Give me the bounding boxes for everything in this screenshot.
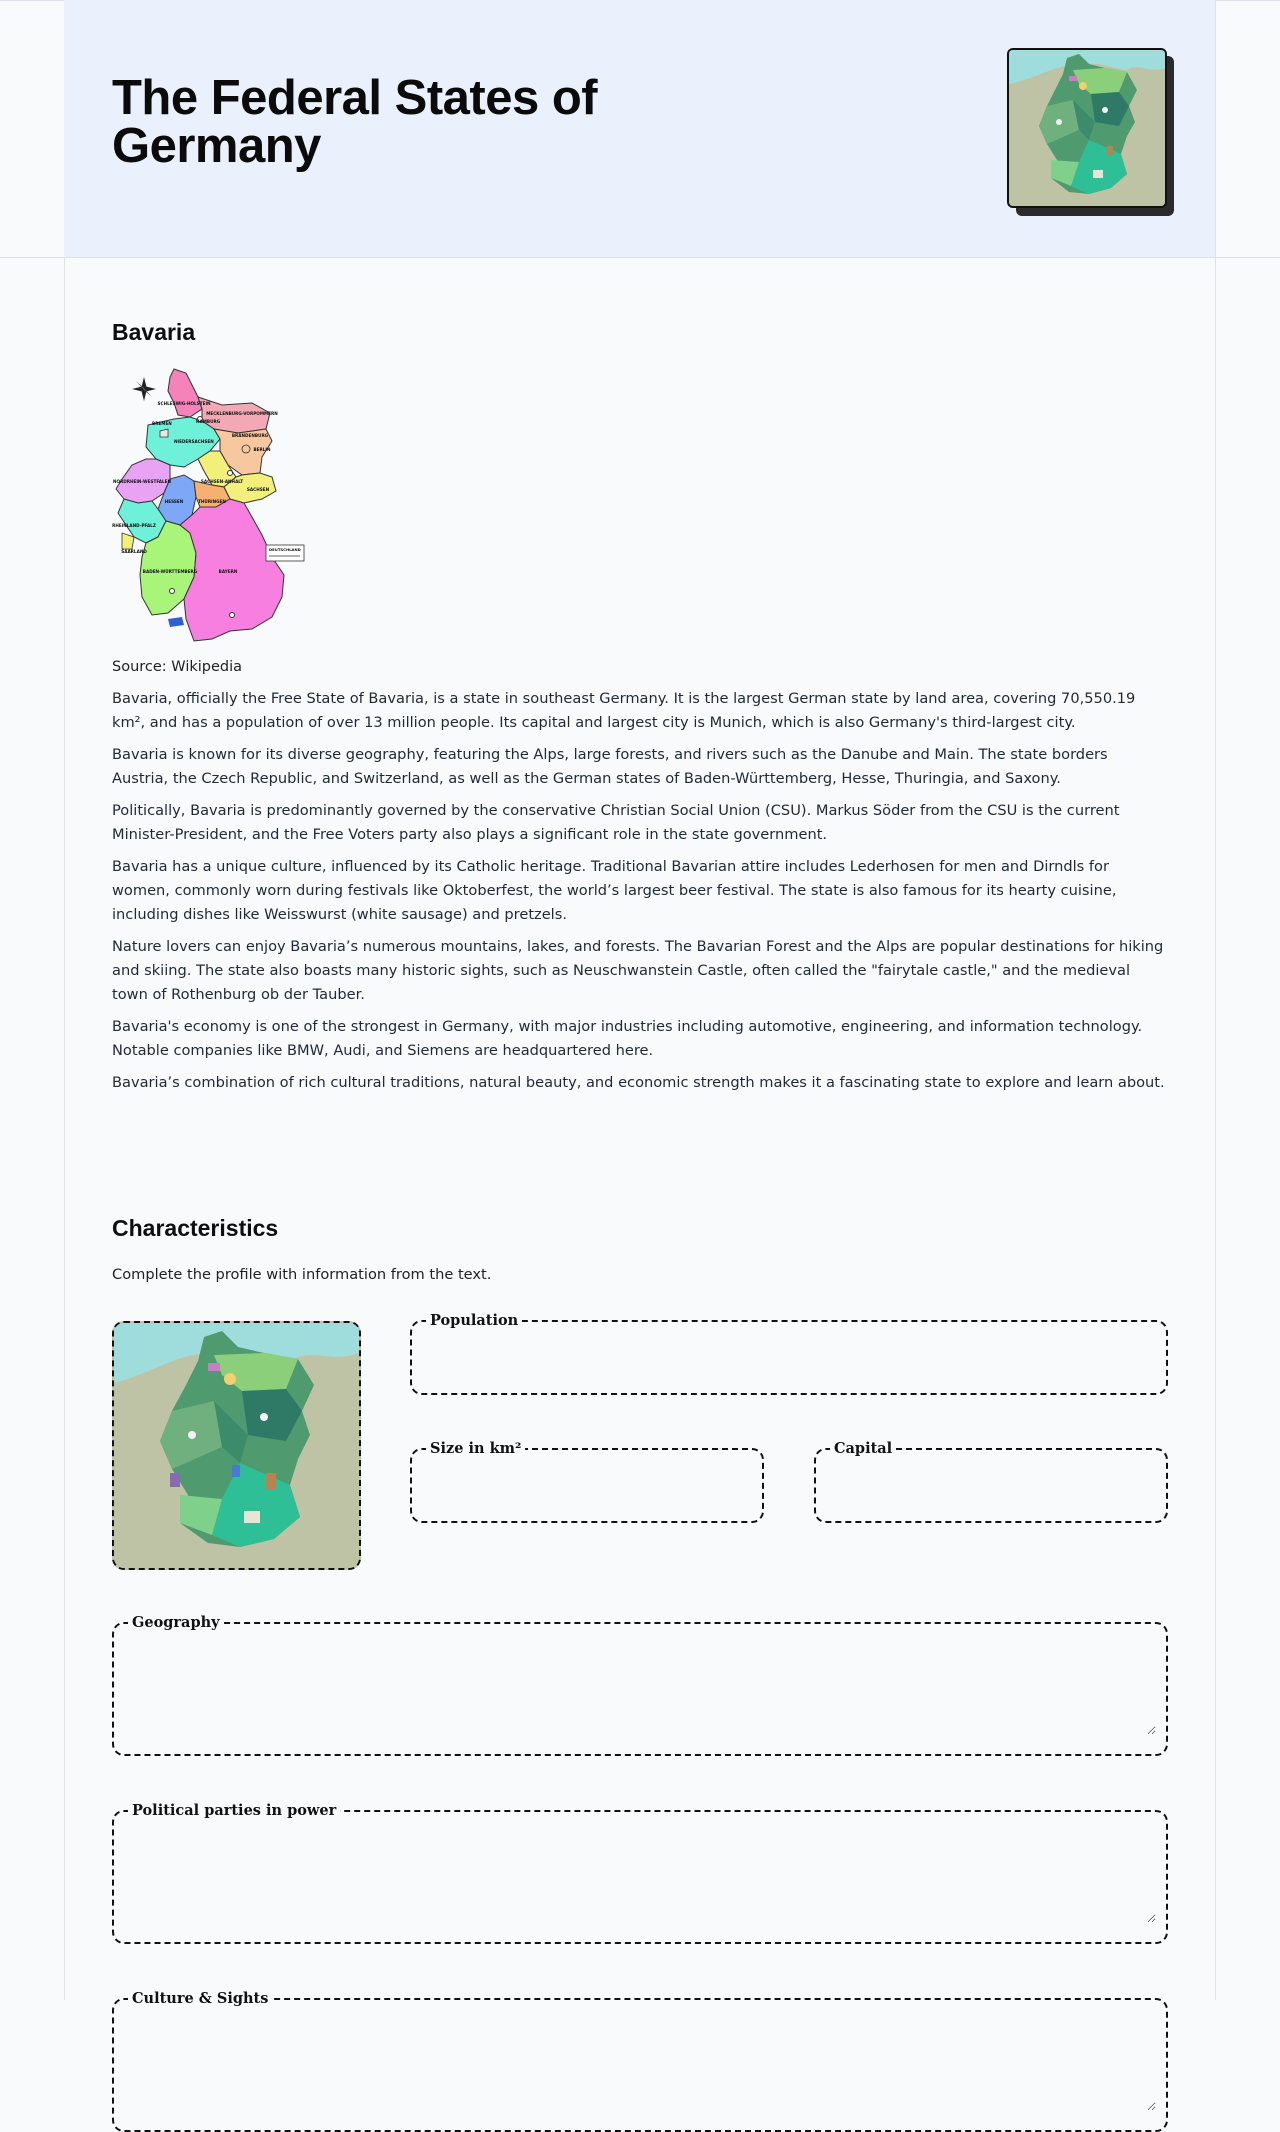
page-header: [64, 0, 1215, 258]
state-description: [112, 687, 1168, 1103]
paragraph-economy: Bavaria's economy is one of the strongest in Germany, with major industries including automotive, engineering, and information technology. Notable companies like BMW, Audi, and Siemens are headquartered here.: [112, 1018, 1143, 1059]
paragraph-culture: Bavaria has a unique culture, influenced by its Catholic heritage. Traditional Bavarian attire includes Lederhosen for men and Dirndls for women, commonly worn during festivals like Oktoberfest, the world’s largest beer festival. The state is also famous for its hearty cuisine, including dishes like Weisswurst (white sausage) and pretzels.: [112, 858, 1117, 923]
paragraph-intro: Bavaria, officially the Free State of Bavaria, is a state in southeast Germany. It is the largest German state by land area, covering 70,550.19 km², and has a population of over 13 million people. Its capital and largest city is Munich, which is also Germany's third-largest city.: [112, 690, 1136, 731]
left-page-border: [64, 0, 65, 2000]
map-label-bawue: BADEN-WÜRTTEMBERG: [142, 569, 198, 574]
size-field[interactable]: [410, 1440, 764, 1523]
political-parties-field[interactable]: [112, 1802, 1168, 1944]
map-label-brandenburg: BRANDENBURG: [231, 433, 269, 438]
characteristics-heading: Characteristics: [112, 1215, 279, 1241]
profile-germany-illustration: [112, 1321, 361, 1570]
map-label-rheinland: RHEINLAND-PFALZ: [112, 523, 156, 528]
map-label-mecklenburg: MECKLENBURG-VORPOMMERN: [206, 411, 278, 416]
culture-sights-label: Culture & Sights: [132, 1990, 269, 2007]
size-input[interactable]: [426, 1458, 752, 1477]
map-label-thueringen: THÜRINGEN: [198, 499, 226, 504]
map-label-sachsen: SACHSEN: [246, 487, 270, 492]
map-legend-title: DEUTSCHLAND: [269, 547, 301, 552]
culture-sights-textarea[interactable]: [128, 2007, 1156, 2111]
map-label-saarland: SAARLAND: [121, 549, 147, 554]
map-label-schleswig: SCHLESWIG-HOLSTEIN: [157, 401, 211, 406]
map-legend-box: [266, 545, 304, 561]
map-label-niedersachsen: NIEDERSACHSEN: [174, 439, 214, 444]
capital-field[interactable]: [814, 1440, 1168, 1523]
map-label-sachsen-anhalt: SACHSEN-ANHALT: [200, 479, 244, 484]
map-label-bayern: BAYERN: [218, 569, 238, 574]
political-parties-textarea[interactable]: [128, 1819, 1156, 1923]
right-page-border: [1215, 0, 1216, 2000]
geography-label: Geography: [132, 1614, 220, 1631]
page-title: The Federal States of Germany: [112, 71, 598, 173]
paragraph-nature: Nature lovers can enjoy Bavaria’s numerous mountains, lakes, and forests. The Bavarian Forest and the Alps are popular destinations for hiking and skiing. The state also boasts many historic sights, such as Neuschwanstein Castle, often called the "fairytale castle," and the medieval town of Rothenburg ob der Tauber.: [112, 938, 1164, 1003]
state-heading: Bavaria: [112, 319, 196, 345]
compass-rose-icon: [132, 377, 156, 401]
map-label-berlin: BERLIN: [253, 447, 271, 452]
political-parties-label: Political parties in power: [132, 1802, 337, 1819]
header-germany-illustration: [1007, 48, 1167, 208]
map-label-hessen: HESSEN: [164, 499, 184, 504]
capital-label: Capital: [834, 1440, 893, 1457]
size-label: Size in km²: [430, 1440, 522, 1457]
geography-textarea[interactable]: [128, 1631, 1156, 1735]
culture-sights-field[interactable]: [112, 1990, 1168, 2132]
map-label-nrw: NORDRHEIN-WESTFALEN: [113, 479, 171, 484]
population-input[interactable]: [426, 1330, 1156, 1349]
map-label-hamburg: HAMBURG: [196, 419, 221, 424]
population-field[interactable]: [410, 1312, 1168, 1395]
source-caption: Source: Wikipedia: [112, 659, 243, 675]
paragraph-politics: Politically, Bavaria is predominantly governed by the conservative Christian Social Union (CSU). Markus Söder from the CSU is the current Minister-President, and the Free Voters party also plays a significant role in the state government.: [112, 802, 1120, 843]
population-label: Population: [430, 1312, 519, 1329]
map-label-bremen: BREMEN: [152, 421, 172, 426]
instructions-text: Complete the profile with information from the text.: [112, 1266, 492, 1283]
paragraph-conclusion: Bavaria’s combination of rich cultural traditions, natural beauty, and economic strength makes it a fascinating state to explore and learn about.: [112, 1074, 1165, 1091]
paragraph-geography: Bavaria is known for its diverse geography, featuring the Alps, large forests, and rivers such as the Danube and Main. The state borders Austria, the Czech Republic, and Switzerland, as well as the German states of Baden-Württemberg, Hesse, Thuringia, and Saxony.: [112, 746, 1108, 787]
germany-states-map: [112, 367, 312, 645]
geography-field[interactable]: [112, 1614, 1168, 1756]
capital-input[interactable]: [830, 1458, 1156, 1477]
